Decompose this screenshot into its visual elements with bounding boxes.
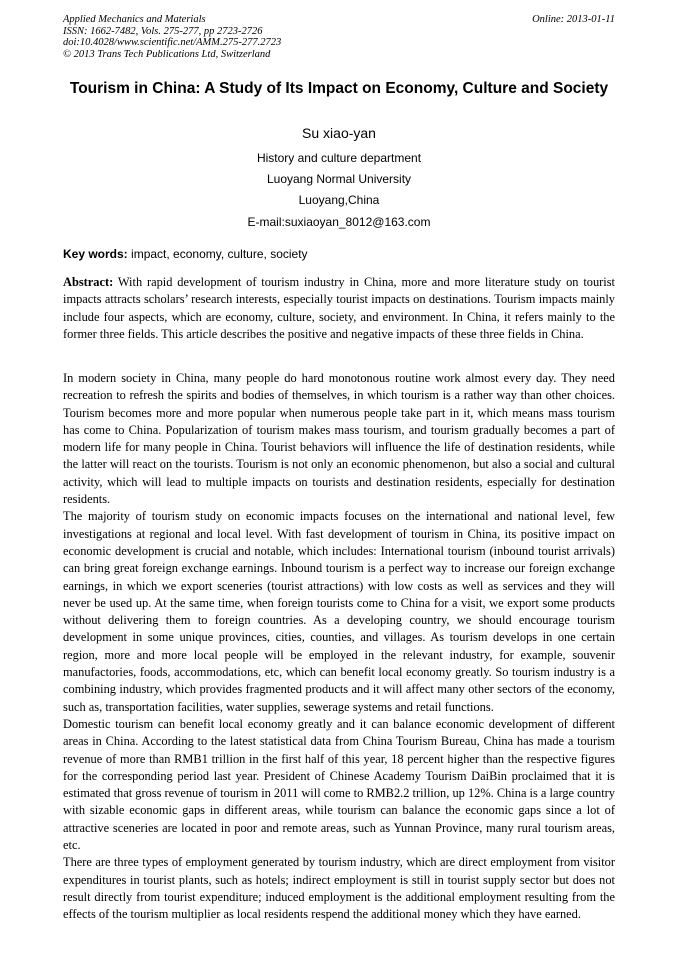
affiliation-university: Luoyang Normal University bbox=[266, 172, 412, 187]
body-paragraph: The majority of tourism study on economic impacts focuses on the international and national level, few investigations at regional and local level. With fast development of tourism in China, its positive impact on economic development is crucial and notable, which includes: International tourism (inbound tourist arrivals) can bring great foreign exchange earnings. Inbound tourism is a perfect way to increase our foreign exchange earnings, in which we export sceneries (tourist attractions) with low costs as well as services and they will never be used up. At the same time, when foreign tourists come to China for a visit, we export some products without delivering them to foreign countries. As a developing country, we should encourage tourism development in some unique provinces, cities, counties, and villages. As tourism develops in one certain region, more and more local people will be employed in the relevant industry, for example, souvenir manufactories, foods, accommodations, etc, which can benefit local economy greatly. So tourism industry is a combining industry, which provides fragmented products and it will affect many other sectors of the economy, such as, transportation facilities, water supplies, sewerage systems and retail functions. bbox=[63, 509, 615, 714]
affiliation-email: E-mail:suxiaoyan_8012@163.com bbox=[247, 214, 431, 229]
affiliation-block bbox=[63, 148, 615, 233]
affiliation-location: Luoyang,China bbox=[298, 193, 380, 208]
keywords-text: impact, economy, culture, society bbox=[131, 247, 308, 261]
keywords-line bbox=[63, 246, 615, 262]
doi-line: doi:10.4028/www.scientific.net/AMM.275-277.2723 bbox=[63, 37, 282, 49]
abstract-paragraph bbox=[63, 274, 615, 343]
affiliation-department: History and culture department bbox=[256, 151, 422, 165]
journal-header bbox=[63, 14, 615, 60]
keywords-label: Key words: bbox=[63, 247, 128, 261]
paper-title: Tourism in China: A Study of Its Impact on Economy, Culture and Society bbox=[69, 80, 609, 97]
abstract-label: Abstract: bbox=[63, 275, 114, 289]
author-name: Su xiao-yan bbox=[302, 125, 376, 141]
issn-line: ISSN: 1662-7482, Vols. 275-277, pp 2723-2726 bbox=[63, 25, 263, 37]
body-paragraph: In modern society in China, many people do hard monotonous routine work almost every day. They need recreation to refresh the spirits and bodies of themselves, in which tourism is a rather way than other choices. Tourism becomes more and more popular when numerous people take part in it, which means mass tourism has come to China. Popularization of tourism makes mass tourism, and tourism gradually becomes a part of modern life for many people in China. Tourist behaviors will influence the life of destination residents, while the latter will react on the tourists. Tourism is not only an economic phenomenon, but also a social and cultural activity, which will lead to multiple impacts on tourists and destination residents, especially for destination residents. bbox=[63, 371, 615, 507]
abstract-text: With rapid development of tourism industry in China, more and more literature study on tourist impacts attracts scholars’ research interests, especially tourist impacts on destinations. Tourism impacts mainly include four aspects, which are economy, culture, society, and environment. In China, it refers mainly to the former three fields. This article describes the positive and negative impacts of these three fields in China. bbox=[63, 275, 615, 341]
body-paragraph: Domestic tourism can benefit local economy greatly and it can balance economic development of different areas in China. According to the latest statistical data from China Tourism Bureau, China has made a tourism revenue of more than RMB1 trillion in the first half of this year, 18 percent higher than the respective figures for the corresponding period last year. President of Chinese Academy Tourism DaiBin proclaimed that it is estimated that gross revenue of tourism in 2011 will come to RMB2.2 trillion, up 12%. China is a large country with sizable economic gaps in different areas, while tourism can balance the economic gaps since a lot of attractive sceneries are located in poor and remote areas, such as Yunnan Province, many rural tourism areas, etc. bbox=[63, 716, 615, 853]
journal-name: Applied Mechanics and Materials bbox=[63, 14, 206, 25]
body-text bbox=[63, 370, 615, 924]
online-date: Online: 2013-01-11 bbox=[532, 14, 615, 25]
body-paragraph: There are three types of employment generated by tourism industry, which are direct employment from visitor expenditures in tourist plants, such as hotels; indirect employment is still in tourist supply sector but does not result directly from tourist expenditure; induced employment is the additional employment resulting from the effects of the tourism multiplier as local residents respend the additional money which they have earned. bbox=[63, 855, 615, 922]
copyright-line: © 2013 Trans Tech Publications Ltd, Switzerland bbox=[63, 48, 271, 60]
